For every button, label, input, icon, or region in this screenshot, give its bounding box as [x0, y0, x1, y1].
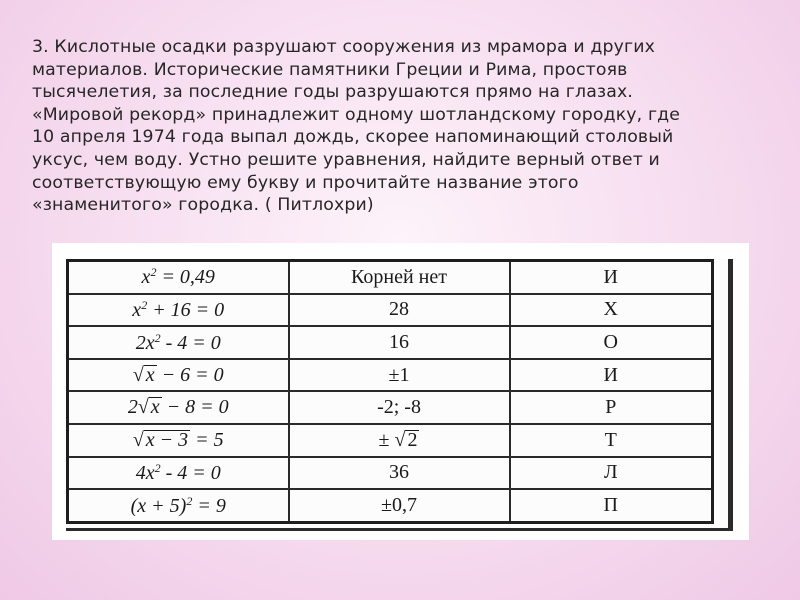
eq-exponent: 2 — [150, 265, 157, 280]
table-row — [68, 326, 713, 359]
eq-base: x — [141, 266, 151, 289]
eq-rest: + 16 = 0 — [147, 298, 225, 321]
eq-exponent: 2 — [141, 297, 148, 312]
answer-cell: Корней нет — [289, 261, 510, 294]
equation-cell — [68, 424, 289, 457]
task-line: материалов. Исторические памятники Греции и Рима, простояв — [32, 59, 628, 80]
answer-cell: 36 — [289, 457, 510, 490]
answer-cell: 28 — [289, 294, 510, 327]
letter-cell: Р — [510, 391, 713, 424]
equation-cell — [68, 294, 289, 327]
table-row — [68, 294, 713, 327]
table-row — [68, 359, 713, 392]
task-line: тысячелетия, за последние годы разрушаются прямо на глазах. — [32, 82, 634, 103]
eq-exponent: 2 — [154, 460, 161, 475]
letter-cell: Т — [510, 424, 713, 457]
letter-cell: П — [510, 489, 713, 522]
equation-cell — [68, 359, 289, 392]
equation-cell — [68, 326, 289, 359]
eq-base: (x + 5) — [130, 494, 187, 517]
eq-rest: − 6 = 0 — [156, 363, 224, 386]
eq-rest: - 4 = 0 — [160, 461, 221, 484]
task-line: «Мировой рекорд» принадлежит одному шотландскому городку, где — [32, 104, 681, 125]
task-line: «знаменитого» городка. ( Питлохри) — [32, 195, 374, 216]
eq-radicand: x — [145, 363, 155, 386]
answer-cell: 16 — [289, 326, 510, 359]
eq-base: x — [132, 298, 142, 321]
radical-icon: √ — [132, 363, 144, 386]
letter-cell: Л — [510, 457, 713, 490]
task-line: 3. Кислотные осадки разрушают сооружения из мрамора и других — [32, 37, 656, 57]
equation-cell — [68, 261, 289, 294]
answer-cell — [289, 424, 510, 457]
equation-cell — [68, 457, 289, 490]
eq-rest: = 5 — [190, 428, 224, 451]
eq-rest: = 0,49 — [156, 266, 215, 289]
equations-table — [66, 259, 714, 524]
letter-cell: О — [510, 326, 713, 359]
answer-radicand: 2 — [407, 428, 418, 451]
task-line: соответствующую ему букву и прочитайте название этого — [32, 172, 579, 193]
table-row — [68, 489, 713, 522]
equation-cell — [68, 391, 289, 424]
letter-cell: И — [510, 359, 713, 392]
task-line: 10 апреля 1974 года выпал дождь, скорее напоминающий столовый — [32, 127, 674, 148]
answer-cell: ±0,7 — [289, 489, 510, 522]
letter-cell: И — [510, 261, 713, 294]
table-row — [68, 261, 713, 294]
answer-cell: ±1 — [289, 359, 510, 392]
task-line: уксус, чем воду. Устно решите уравнения, найдите верный ответ и — [32, 149, 660, 170]
equation-cell — [68, 489, 289, 522]
eq-radicand: x — [150, 396, 160, 419]
task-text — [32, 36, 772, 217]
answer-plus-minus: ± — [378, 428, 395, 451]
radical-icon: √ — [137, 396, 149, 419]
scanned-table-image — [66, 259, 733, 531]
table-row — [68, 457, 713, 490]
letter-cell: Х — [510, 294, 713, 327]
eq-exponent: 2 — [186, 493, 193, 508]
radical-icon: √ — [394, 428, 406, 451]
table-row — [68, 424, 713, 457]
eq-base: 4x — [135, 461, 155, 484]
eq-base: 2x — [135, 331, 155, 354]
eq-rest: = 9 — [192, 494, 226, 517]
eq-exponent: 2 — [154, 330, 161, 345]
eq-rest: - 4 = 0 — [160, 331, 221, 354]
table-row — [68, 391, 713, 424]
eq-radicand: x − 3 — [145, 428, 189, 451]
radical-icon: √ — [132, 428, 144, 451]
eq-coefficient: 2 — [127, 396, 138, 419]
eq-rest: − 8 = 0 — [161, 396, 229, 419]
answer-cell: -2; -8 — [289, 391, 510, 424]
